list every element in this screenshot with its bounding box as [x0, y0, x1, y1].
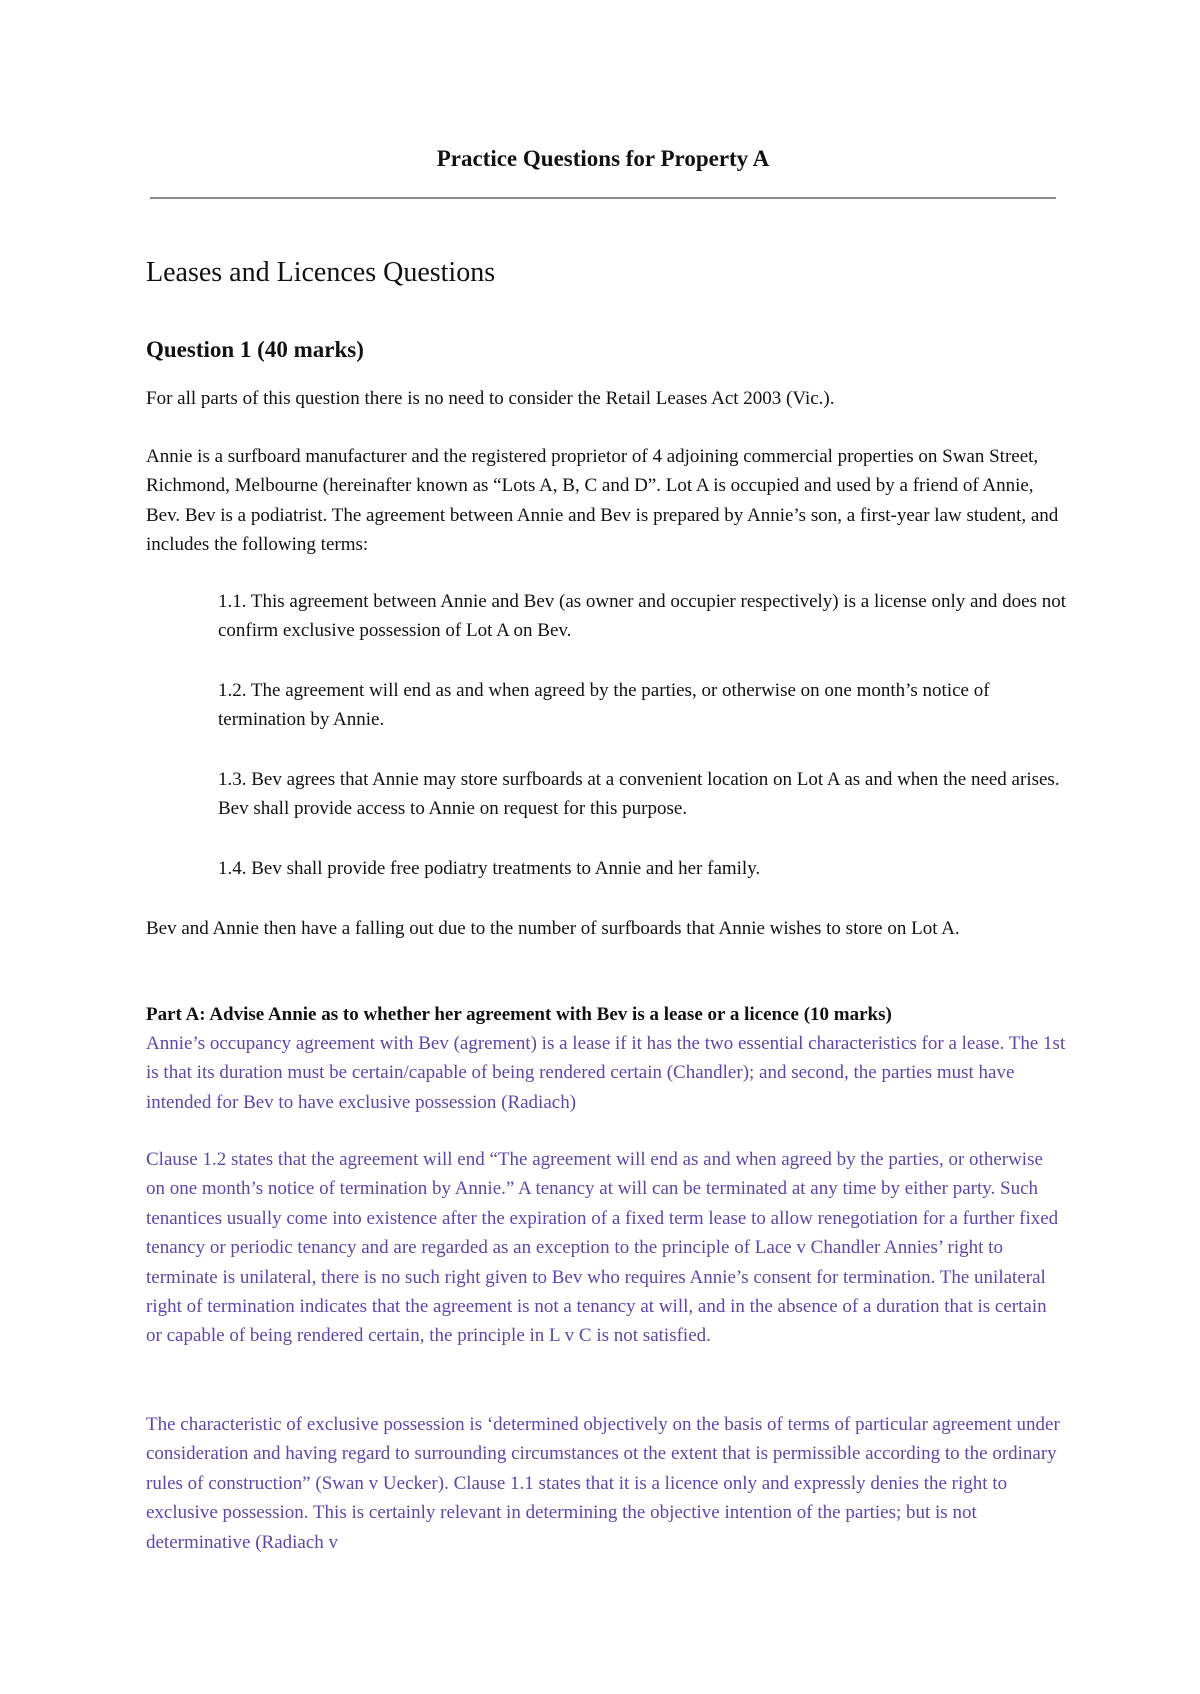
term-text: 1.1. This agreement between Annie and Bev (as owner and occupier respectively) is a license only and does not confirm exclusive possession of Lot A on Bev.: [218, 591, 1067, 642]
page-title: Practice Questions for Property A: [436, 146, 770, 171]
part-a-heading: [146, 1000, 1066, 1029]
note-paragraph: For all parts of this question there is no need to consider the Retail Leases Act 2003 (Vic.).: [146, 388, 835, 409]
question-heading: Question 1 (40 marks): [146, 337, 364, 362]
question-intro: [146, 442, 1066, 560]
term-text: 1.3. Bev agrees that Annie may store surfboards at a convenient location on Lot A as and when the need arises. Bev shall provide access to Annie on request for this purpose.: [218, 769, 1060, 820]
answer-paragraph-3: [146, 1410, 1066, 1557]
part-a-title: Part A: Advise Annie as to whether her agreement with Bev is a lease or a licence (10 marks): [146, 1004, 892, 1025]
question-note: [146, 384, 1066, 413]
answer-paragraph-2: [146, 1145, 1066, 1351]
term-text: 1.4. Bev shall provide free podiatry treatments to Annie and her family.: [218, 858, 761, 879]
agreement-term-1-4: [218, 854, 1068, 883]
answer-text: The characteristic of exclusive possession is ‘determined objectively on the basis of terms of particular agreement under consideration and having regard to surrounding circumstances ot the extent that is permissible according to the ordinary rules of construction” (Swan v Uecker). Clause 1.1 states that it is a licence only and expressly denies the right to exclusive possession. This is certainly relevant in determining the objective intention of the parties; but is not determinative (Radiach v: [146, 1414, 1060, 1553]
agreement-term-1-3: [218, 765, 1068, 824]
section-heading: Leases and Licences Questions: [146, 257, 496, 288]
term-text: 1.2. The agreement will end as and when agreed by the parties, or otherwise on one month’s notice of termination by Annie.: [218, 680, 990, 731]
answer-text: Clause 1.2 states that the agreement will end “The agreement will end as and when agreed by the parties, or otherwise on one month’s notice of termination by Annie.” A tenancy at will can be terminated at any time by either party. Such tenantices usually come into existence after the expiration of a fixed term lease to allow renegotiation for a further fixed tenancy or periodic tenancy and are regarded as an exception to the principle of Lace v Chandler Annies’ right to terminate is unilateral, there is no such right given to Bev who requires Annie’s consent for termination. The unilateral right of termination indicates that the agreement is not a tenancy at will, and in the absence of a duration that is certain or capable of being rendered certain, the principle in L v C is not satisfied.: [146, 1149, 1059, 1347]
answer-paragraph-1: [146, 1029, 1066, 1117]
intro-paragraph: Annie is a surfboard manufacturer and the registered proprietor of 4 adjoining commercial properties on Swan Street, Richmond, Melbourne (hereinafter known as “Lots A, B, C and D”. Lot A is occupied and used by a friend of Annie, Bev. Bev is a podiatrist. The agreement between Annie and Bev is prepared by Annie’s son, a first-year law student, and includes the following terms:: [146, 446, 1059, 556]
agreement-term-1-1: [218, 587, 1068, 646]
falling-out-text: Bev and Annie then have a falling out due to the number of surfboards that Annie wishes to store on Lot A.: [146, 918, 960, 939]
agreement-term-1-2: [218, 676, 1068, 735]
title-divider: [150, 197, 1056, 199]
falling-out-paragraph: [146, 914, 1066, 943]
answer-text: Annie’s occupancy agreement with Bev (agrement) is a lease if it has the two essential characteristics for a lease. The 1st is that its duration must be certain/capable of being rendered certain (Chandler); and second, the parties must have intended for Bev to have exclusive possession (Radiach): [146, 1033, 1066, 1113]
